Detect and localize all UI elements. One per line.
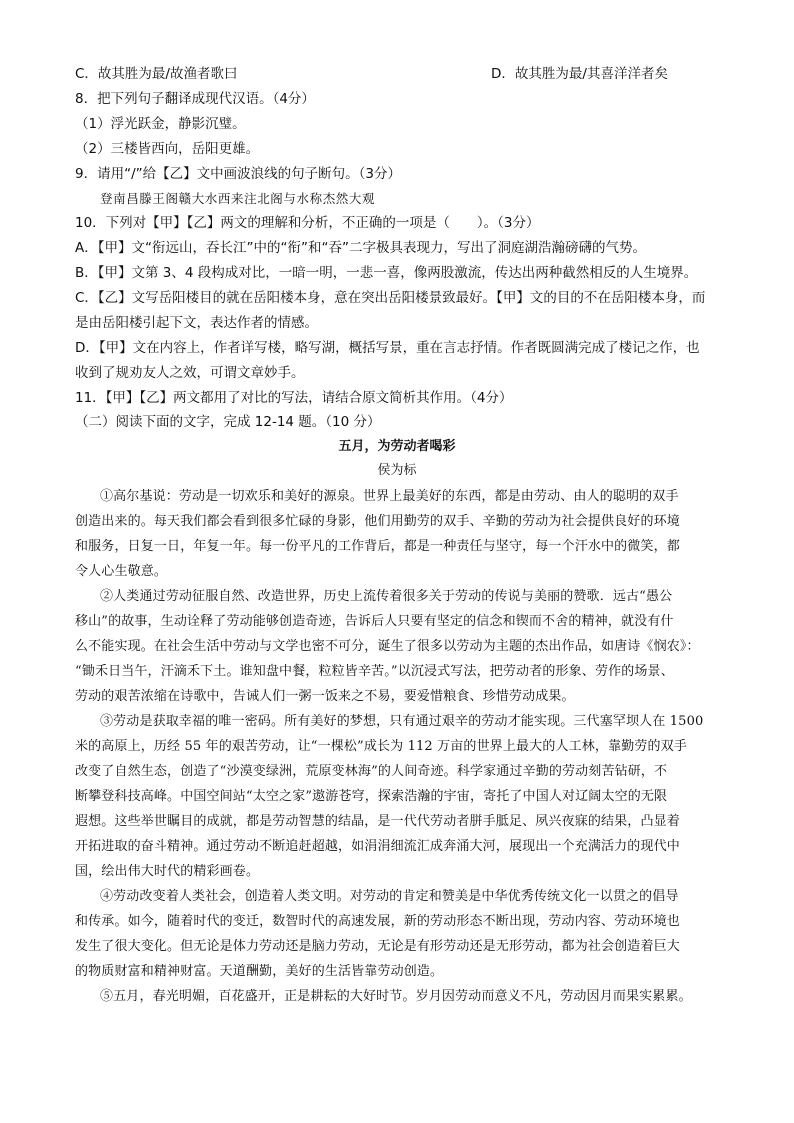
q10-option-c-line2: 是由岳阳楼引起下文，表达作者的情感。 bbox=[75, 315, 318, 331]
article-line: 令人心生敬意。 bbox=[75, 564, 168, 579]
article-line: 移山”的故事，生动诠释了劳动能够创造奇迹，告诉后人只要有坚定的信念和锲而不舍的精神，就没有什 bbox=[75, 614, 674, 629]
q7-option-c: C．故其胜为最/故渔者歌曰 bbox=[75, 66, 238, 82]
article-line: ③劳动是获取幸福的唯一密码。所有美好的梦想，只有通过艰辛的劳动才能实现。三代塞罕坝人在 1500 bbox=[100, 714, 704, 729]
q10-option-c-line1: C．【乙】文写岳阳楼目的就在岳阳楼本身，意在突出岳阳楼景致最好。【甲】文的目的不在岳阳楼本身，而 bbox=[75, 290, 706, 306]
article-line: 改变了自然生态，创造了“沙漠变绿洲，荒原变林海”的人间奇迹。科学家通过辛勤的劳动刻苦钻研，不 bbox=[75, 764, 668, 779]
q11-stem: 11．【甲】【乙】两文都用了对比的写法，请结合原文简析其作用。（4分） bbox=[75, 390, 513, 406]
q10-option-d-line2: 收到了规劝友人之效，可谓文章妙手。 bbox=[75, 365, 305, 381]
q8-item-2: （2）三楼皆西向，岳阳更雄。 bbox=[75, 141, 260, 157]
article-line: ①高尔基说：劳动是一切欢乐和美好的源泉。世界上最美好的东西，都是由劳动、由人的聪明的双手 bbox=[100, 489, 679, 504]
q8-item-1: （1）浮光跃金，静影沉璧。 bbox=[75, 116, 246, 132]
q7-option-d: D．故其胜为最/其喜洋洋者矣 bbox=[491, 66, 668, 82]
q10-option-d-line1: D．【甲】文在内容上，作者详写楼，略写湖，概括写景，重在言志抒情。作者既圆满完成了楼记之作，也 bbox=[75, 340, 700, 356]
article-line: 米的高原上，历经 55 年的艰苦劳动，让“一棵松”成长为 112 万亩的世界上最大的人工林，靠勤劳的双手 bbox=[75, 739, 687, 754]
article-line: ⑤五月，春光明媚，百花盛开，正是耕耘的大好时节。岁月因劳动而意义不凡，劳动因月而果实累累。 bbox=[100, 989, 692, 1004]
article-line: ④劳动改变着人类社会，创造着人类文明。对劳动的肯定和赞美是中华优秀传统文化一以贯之的倡导 bbox=[100, 889, 679, 904]
article-line: 国，绘出伟大时代的精彩画卷。 bbox=[75, 864, 260, 879]
q10-option-a: A．【甲】文“衔远山，吞长江”中的“衔”和“吞”二字极具表现力，写出了洞庭湖浩瀚磅礴的气势。 bbox=[75, 240, 646, 256]
q9-sentence: 登南昌滕王阁赣大水西来注北阁与水称杰然大观 bbox=[100, 191, 376, 206]
article-line: 开拓进取的奋斗精神。通过劳动不断追赶超越，如涓涓细流汇成奔涌大河，展现出一个充满活力的现代中 bbox=[75, 839, 680, 854]
article-line: 创造出来的。每天我们都会看到很多忙碌的身影，他们用勤劳的双手、辛勤的劳动为社会提供良好的环境 bbox=[75, 514, 680, 529]
article-line: 断攀登科技高峰。中国空间站“太空之家”遨游苍穹，探索浩瀚的宇宙，寄托了中国人对辽阔太空的无限 bbox=[75, 789, 668, 804]
article-line: 遐想。这些举世瞩目的成就，都是劳动智慧的结晶，是一代代劳动者胼手胝足、夙兴夜寐的结果，凸显着 bbox=[75, 814, 680, 829]
section2-heading: （二）阅读下面的文字，完成 12-14 题。（10 分） bbox=[75, 414, 381, 430]
article-line: 和服务，日复一日，年复一年。每一份平凡的工作背后，都是一种责任与坚守，每一个汗水中的微笑，都 bbox=[75, 539, 680, 554]
article-line: 么不能实现。在社会生活中劳动与文学也密不可分，诞生了很多以劳动为主题的杰出作品，如唐诗《悯农》： bbox=[75, 639, 700, 654]
article-line: 的物质财富和精神财富。天道酬勤，美好的生活皆靠劳动创造。 bbox=[75, 964, 444, 979]
article-author: 侯为标 bbox=[377, 463, 417, 478]
article-line: 发生了很大变化。但无论是体力劳动还是脑力劳动，无论是有形劳动还是无形劳动，都为社会创造着巨大 bbox=[75, 939, 680, 954]
article-line: ②人类通过劳动征服自然、改造世界，历史上流传着很多关于劳动的传说与美丽的赞歌．远古“愚公 bbox=[100, 589, 673, 604]
article-line: 劳动的艰苦浓缩在诗歌中，告诫人们一粥一饭来之不易，要爱惜粮食、珍惜劳动成果。 bbox=[75, 689, 575, 704]
q8-stem: 8．把下列句子翻译成现代汉语。（4分） bbox=[75, 91, 315, 107]
q10-stem: 10．下列对【甲】【乙】两文的理解和分析，不正确的一项是（ ）。（3分） bbox=[75, 215, 540, 231]
article-title: 五月，为劳动者喝彩 bbox=[338, 439, 456, 454]
q9-stem: 9．请用“/”给【乙】文中画波浪线的句子断句。（3分） bbox=[75, 166, 401, 182]
article-line: 和传承。如今，随着时代的变迁，数智时代的高速发展，新的劳动形态不断出现，劳动内容、劳动环境也 bbox=[75, 914, 680, 929]
q10-option-b: B．【甲】文第 3、4 段构成对比，一暗一明，一悲一喜，像两股激流，传达出两种截然相反的人生境界。 bbox=[75, 265, 698, 281]
article-line: “锄禾日当午，汗滴禾下土。谁知盘中餐，粒粒皆辛苦。”以沉浸式写法，把劳动者的形象、劳作的场景、 bbox=[75, 664, 674, 679]
